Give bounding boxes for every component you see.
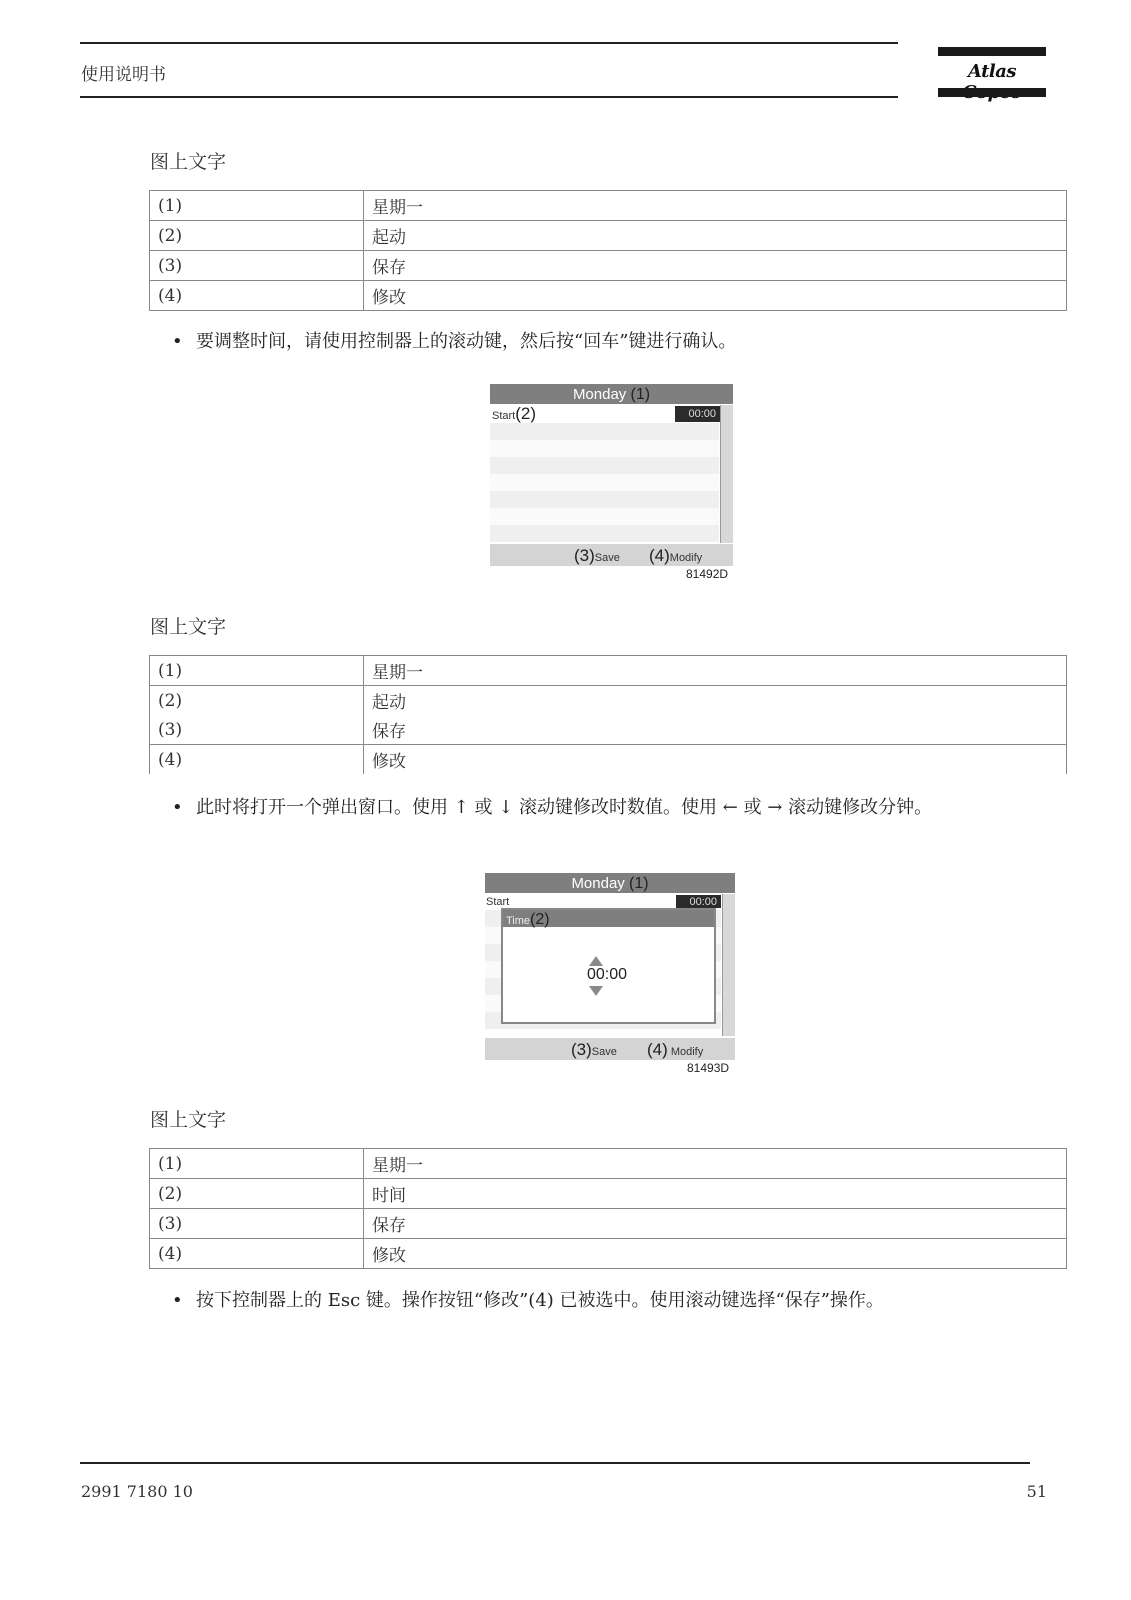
time-popup [501,908,716,1024]
start-label: Start [486,896,510,908]
legend-text: 星期一 [364,191,1067,221]
start-time-value[interactable]: 00:00 [675,406,720,422]
legend-caption: 图上文字 [150,1109,227,1131]
legend-text: 起动 [364,221,1067,251]
figure-code: 81493D [687,1061,730,1075]
scrollbar[interactable] [720,405,733,543]
save-button[interactable]: (3)Save [571,1040,617,1059]
modify-button[interactable]: (4)Modify [649,546,703,565]
popup-time-value[interactable]: 00:00 [587,966,628,983]
popup-title-bar: Time(2) [503,910,714,927]
legend-num: (2) [150,221,364,251]
start-label: Start(2) [492,404,537,423]
footer-rule [80,1462,1030,1464]
header-title: 使用说明书 [81,65,166,85]
legend-text: 星期一 [364,1149,1067,1179]
screen-footer [485,1038,735,1060]
document-number: 2991 7180 10 [81,1482,193,1501]
screen-footer [490,544,733,566]
legend-text: 修改 [364,745,1067,775]
legend-text: 时间 [364,1179,1067,1209]
legend-num: (2) [150,1179,364,1209]
legend-text: 星期一 [364,656,1067,686]
controller-screen-2 [485,873,735,1060]
controller-screen-1 [490,384,733,566]
screen-title-bar: Monday (1) [490,384,733,404]
start-time-value: 00:00 [676,895,721,908]
legend-text: 修改 [364,1239,1067,1269]
screen-title-bar: Monday (1) [485,873,735,893]
modify-button[interactable]: (4) Modify [647,1040,704,1059]
legend-caption: 图上文字 [150,151,227,173]
legend-text: 修改 [364,281,1067,311]
legend-text: 保存 [364,1209,1067,1239]
legend-num: (4) [150,1239,364,1269]
header-top-rule [80,42,898,44]
legend-num: (1) [150,1149,364,1179]
legend-num: (2) [150,686,364,716]
arrow-down-icon[interactable] [589,986,603,996]
legend-num: (1) [150,656,364,686]
legend-num: (4) [150,745,364,775]
legend-table [149,655,1067,774]
scrollbar[interactable] [722,894,735,1036]
legend-num: (1) [150,191,364,221]
arrow-up-icon[interactable] [589,956,603,966]
legend-text: 保存 [364,715,1067,745]
atlas-copco-logo: Atlas [938,47,1046,99]
header-bottom-rule [80,96,898,98]
legend-text: 保存 [364,251,1067,281]
legend-num: (3) [150,715,364,745]
legend-num: (4) [150,281,364,311]
legend-table [149,190,1067,311]
legend-caption: 图上文字 [150,616,227,638]
legend-table [149,1148,1067,1269]
legend-num: (3) [150,251,364,281]
legend-text: 起动 [364,686,1067,716]
legend-num: (3) [150,1209,364,1239]
save-button[interactable]: (3)Save [574,546,620,565]
figure-code: 81492D [686,567,729,581]
page-number: 51 [1026,1482,1047,1501]
